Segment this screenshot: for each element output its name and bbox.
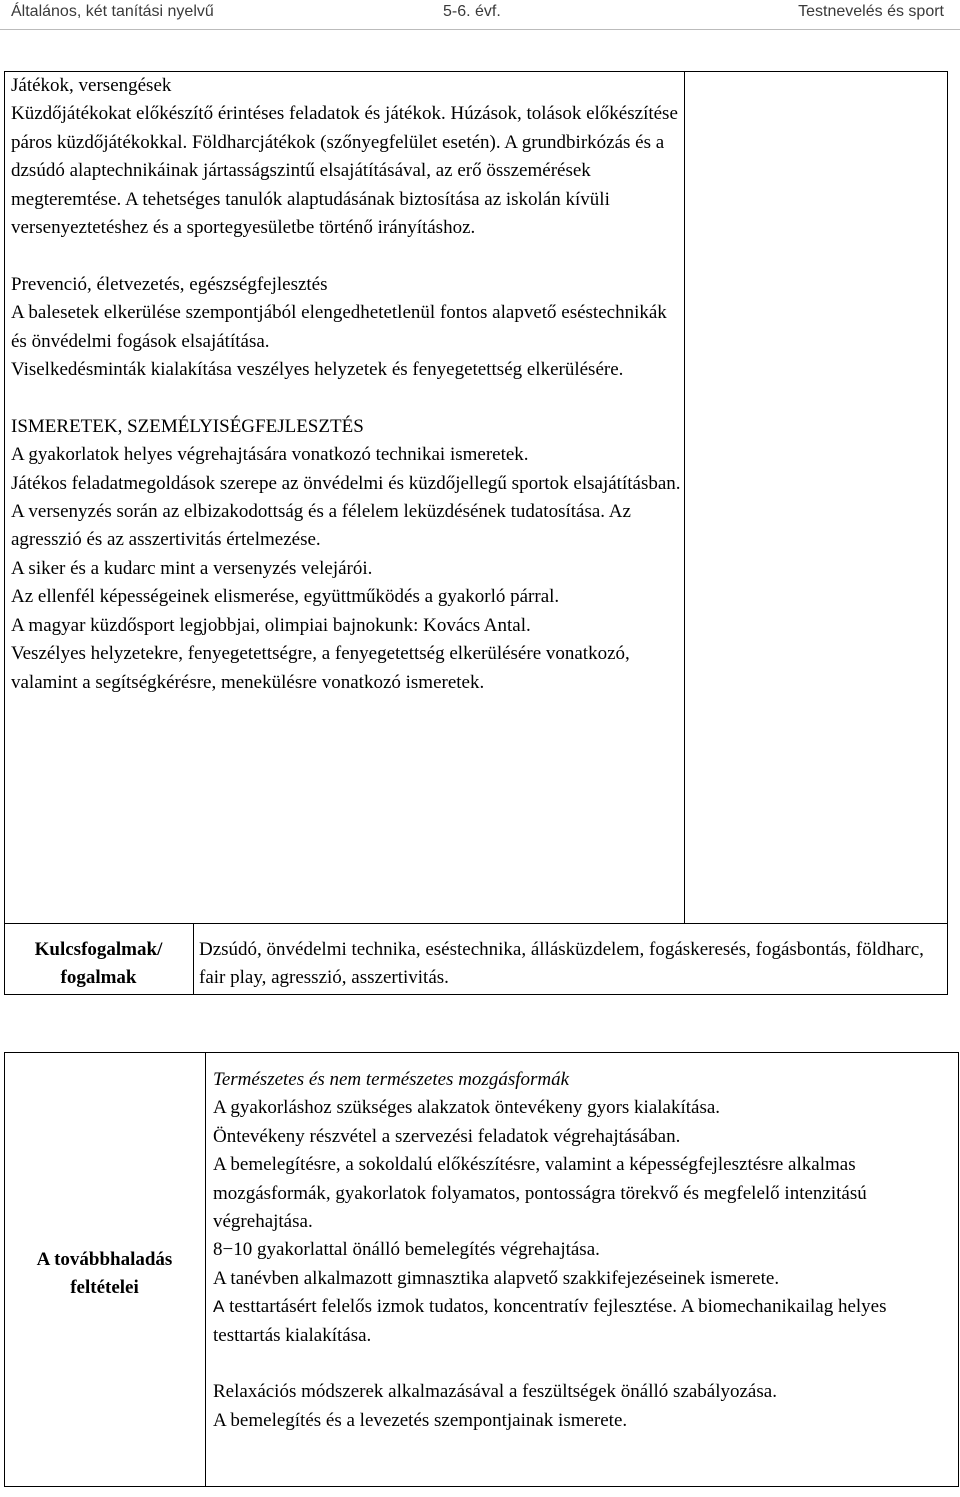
requirements-column-divider (205, 1052, 206, 1487)
requirements-cell (213, 1066, 955, 1435)
header-subject: Testnevelés és sport (798, 3, 944, 20)
requirements-heading: Természetes és nem természetes mozgásformák (213, 1069, 570, 1090)
requirements-label: A továbbhaladás feltételei (36, 1249, 173, 1299)
requirement-item: A gyakorláshoz szükséges alakzatok öntevékeny gyors kialakítása. (213, 1097, 721, 1119)
requirement-item: A tanévben alkalmazott gimnasztika alapvető szakkifejezéseinek ismerete. (213, 1267, 780, 1289)
paragraph-prevention: A balesetek elkerülése szempontjából elengedhetetlenül fontos alapvető eséstechnikák és önvédelmi fogások elsajátítása. (11, 302, 667, 352)
requirement-item: A bemelegítés és a levezetés szempontjainak ismerete. (213, 1409, 628, 1431)
requirement-item: Öntevékeny részvétel a szervezési feladatok végrehajtásában. (213, 1125, 681, 1147)
requirement-item: 8−10 gyakorlattal önálló bemelegítés végrehajtása. (213, 1239, 600, 1261)
knowledge-item: Az ellenfél képességeinek elismerése, együttműködés a gyakorló párral. (11, 586, 560, 608)
header-divider (0, 29, 960, 30)
requirement-item: A bemelegítésre, a sokoldalú előkészítésre, valamint a képességfejlesztésre alkalmas mozgásformák, gyakorlatok folyamatos, pontosságra törekvő és megfelelő intenzitású végrehajtása. (213, 1154, 867, 1233)
page-header (0, 0, 960, 30)
paragraph-behaviour: Viselkedésminták kialakítása veszélyes helyzetek és fenyegetettség elkerülésére. (11, 359, 624, 381)
table-column-divider (684, 71, 685, 924)
paragraph-games: Küzdőjátékokat előkészítő érintéses feladatok és játékok. Húzások, tolások előkészítése páros küzdőjátékokkal. Földharcjátékok (szőnyegfelület esetén). A grundbirkózás és a dzsúdó alaptechnikáinak jártasságszintű elsajátításával, az erő összemérések megteremtése. A tehetséges tanulók alaptudásának biztosítása az iskolán kívüli versenyeztetéshez és a sportegyesületbe történő irányításhoz. (11, 103, 678, 239)
section-heading-knowledge: ISMERETEK, SZEMÉLYISÉGFEJLESZTÉS (11, 415, 364, 437)
content-cell (11, 72, 683, 697)
requirement-item-posture: A testtartásért felelős izmok tudatos, koncentratív fejlesztése. A biomechanikailag helyes testtartás kialakítása. (213, 1296, 887, 1346)
knowledge-item: A gyakorlatok helyes végrehajtására vonatkozó technikai ismeretek. (11, 444, 529, 466)
knowledge-item: A versenyzés során az elbizakodottság és a félelem leküzdésének tudatosítása. Az agresszió és az asszertivitás értelmezése. (11, 501, 631, 551)
requirement-item: Relaxációs módszerek alkalmazásával a feszültségek önálló szabályozása. (213, 1381, 777, 1403)
knowledge-item: A magyar küzdősport legjobbjai, olimpiai bajnokunk: Kovács Antal. (11, 614, 531, 636)
knowledge-item: Veszélyes helyzetekre, fenyegetettségre, a fenyegetettség elkerülésére vonatkozó, valamint a segítségkérésre, menekülésre vonatkozó ismeretek. (11, 643, 630, 693)
knowledge-item: Játékos feladatmegoldások szerepe az önvédelmi és küzdőjellegű sportok elsajátításban. (11, 472, 681, 494)
key-concepts-label: Kulcsfogalmak/ fogalmak (34, 939, 163, 989)
table-row-divider (4, 923, 948, 924)
header-school-type: Általános, két tanítási nyelvű (11, 3, 214, 20)
header-grade: 5-6. évf. (443, 3, 501, 20)
key-concepts-text: Dzsúdó, önvédelmi technika, eséstechnika, állásküzdelem, fogáskeresés, fogásbontás, földharc, fair play, agresszió, asszertivitás. (199, 939, 924, 989)
section-heading-prevention: Prevenció, életvezetés, egészségfejlesztés (11, 273, 328, 295)
key-column-divider (193, 923, 194, 995)
knowledge-item: A siker és a kudarc mint a versenyzés velejárói. (11, 557, 373, 579)
section-heading-games: Játékok, versengések (11, 75, 172, 96)
